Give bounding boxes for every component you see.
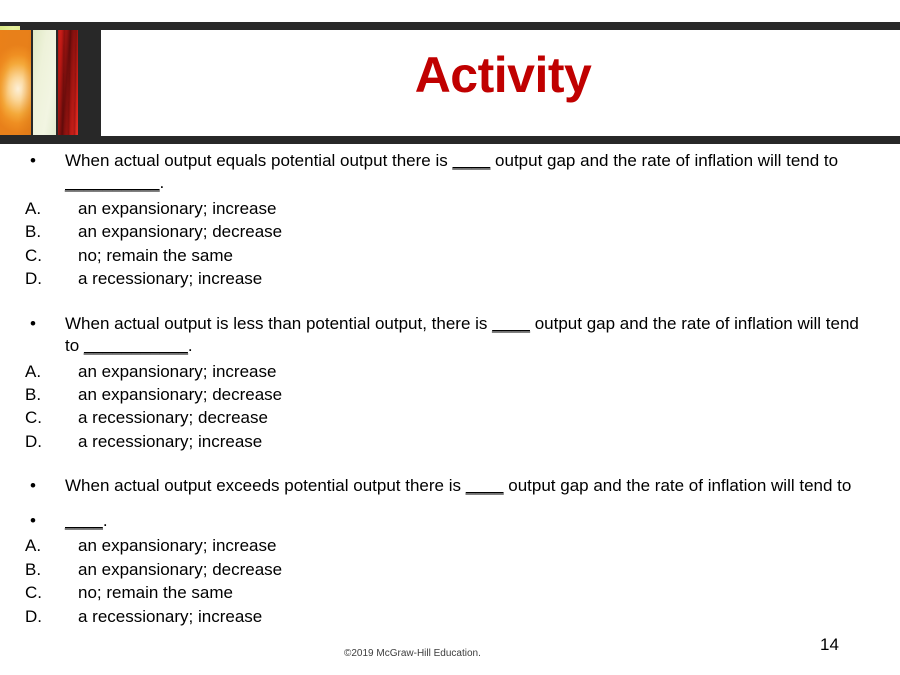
- option-label: no; remain the same: [78, 245, 233, 265]
- option-letter: C.: [25, 408, 42, 428]
- option-letter: B.: [25, 559, 42, 579]
- question-text-part1: When actual output equals potential output there is: [65, 151, 453, 170]
- option-letter: A.: [25, 198, 42, 218]
- option-label: an expansionary; increase: [78, 536, 277, 556]
- option-letter: B.: [25, 385, 42, 405]
- bullet-icon: •: [30, 510, 36, 530]
- option-list: [0, 534, 900, 628]
- option-row[interactable]: [0, 430, 900, 453]
- option-letter: B.: [25, 222, 42, 242]
- option-label: an expansionary; decrease: [78, 559, 283, 579]
- option-label: an expansionary; increase: [78, 361, 277, 381]
- option-list: [0, 360, 900, 454]
- option-row[interactable]: [0, 605, 900, 628]
- question-stem-continuation: [0, 510, 900, 532]
- slide-header: [0, 0, 900, 146]
- slide-body: [0, 150, 900, 650]
- answer-blank: ___________: [83, 336, 188, 356]
- option-label: a recessionary; increase: [78, 269, 263, 289]
- option-letter: C.: [25, 245, 42, 265]
- header-rule-bottom: [0, 136, 900, 144]
- option-letter: D.: [25, 269, 42, 289]
- option-row[interactable]: [0, 267, 900, 290]
- option-label: a recessionary; increase: [78, 431, 263, 451]
- option-row[interactable]: [0, 534, 900, 557]
- answer-blank: ____: [452, 151, 491, 170]
- option-row[interactable]: [0, 558, 900, 581]
- panel-divider: [80, 86, 101, 94]
- orange-panel: [0, 30, 31, 135]
- option-letter: D.: [25, 606, 42, 626]
- option-label: an expansionary; decrease: [78, 222, 283, 242]
- option-row[interactable]: [0, 360, 900, 383]
- option-row[interactable]: [0, 383, 900, 406]
- question-text-part2: output gap and the rate of inflation will tend to: [490, 151, 839, 170]
- question-stem: [0, 313, 900, 358]
- copyright-notice: ©2019 McGraw-Hill Education.: [344, 648, 481, 659]
- question-block: [0, 313, 900, 454]
- question-block: [0, 150, 900, 291]
- question-stem: [0, 475, 900, 497]
- question-text-part2: output gap and the rate of inflation will tend to: [503, 476, 852, 496]
- bullet-icon: •: [30, 476, 36, 496]
- question-text-part2: output gap and the rate of inflation will tend to: [65, 313, 859, 356]
- red-panel: [58, 30, 78, 135]
- bullet-icon: •: [30, 151, 36, 170]
- page-number: 14: [820, 635, 839, 654]
- option-label: an expansionary; increase: [78, 198, 277, 218]
- answer-blank: __________: [65, 173, 160, 193]
- option-row[interactable]: [0, 406, 900, 429]
- option-label: a recessionary; increase: [78, 606, 263, 626]
- option-label: no; remain the same: [78, 583, 233, 603]
- option-list: [0, 197, 900, 291]
- question-text-part1: When actual output is less than potential output, there is: [65, 313, 493, 333]
- slide-footer: [0, 635, 900, 675]
- option-letter: A.: [25, 536, 42, 556]
- question-block: [0, 475, 900, 628]
- option-row[interactable]: [0, 244, 900, 267]
- question-stem: [0, 150, 900, 195]
- bullet-icon: •: [30, 313, 36, 333]
- option-row[interactable]: [0, 581, 900, 604]
- cream-panel: [33, 30, 56, 135]
- answer-blank: ____: [465, 476, 504, 496]
- question-text-part3: .: [187, 336, 193, 356]
- page-title: Activity: [414, 47, 592, 103]
- option-row[interactable]: [0, 197, 900, 220]
- question-text-part1: When actual output exceeds potential output there is: [65, 476, 466, 496]
- header-rule-top: [0, 22, 900, 30]
- option-letter: A.: [25, 361, 42, 381]
- option-letter: D.: [25, 431, 42, 451]
- option-row[interactable]: [0, 220, 900, 243]
- option-letter: C.: [25, 583, 42, 603]
- question-text-tail: .: [102, 510, 108, 530]
- answer-blank: ____: [65, 510, 103, 530]
- stained-glass-decoration: [0, 26, 101, 139]
- question-text-part3: .: [159, 173, 165, 193]
- option-label: a recessionary; decrease: [78, 408, 268, 428]
- option-label: an expansionary; decrease: [78, 385, 283, 405]
- answer-blank: ____: [492, 313, 530, 333]
